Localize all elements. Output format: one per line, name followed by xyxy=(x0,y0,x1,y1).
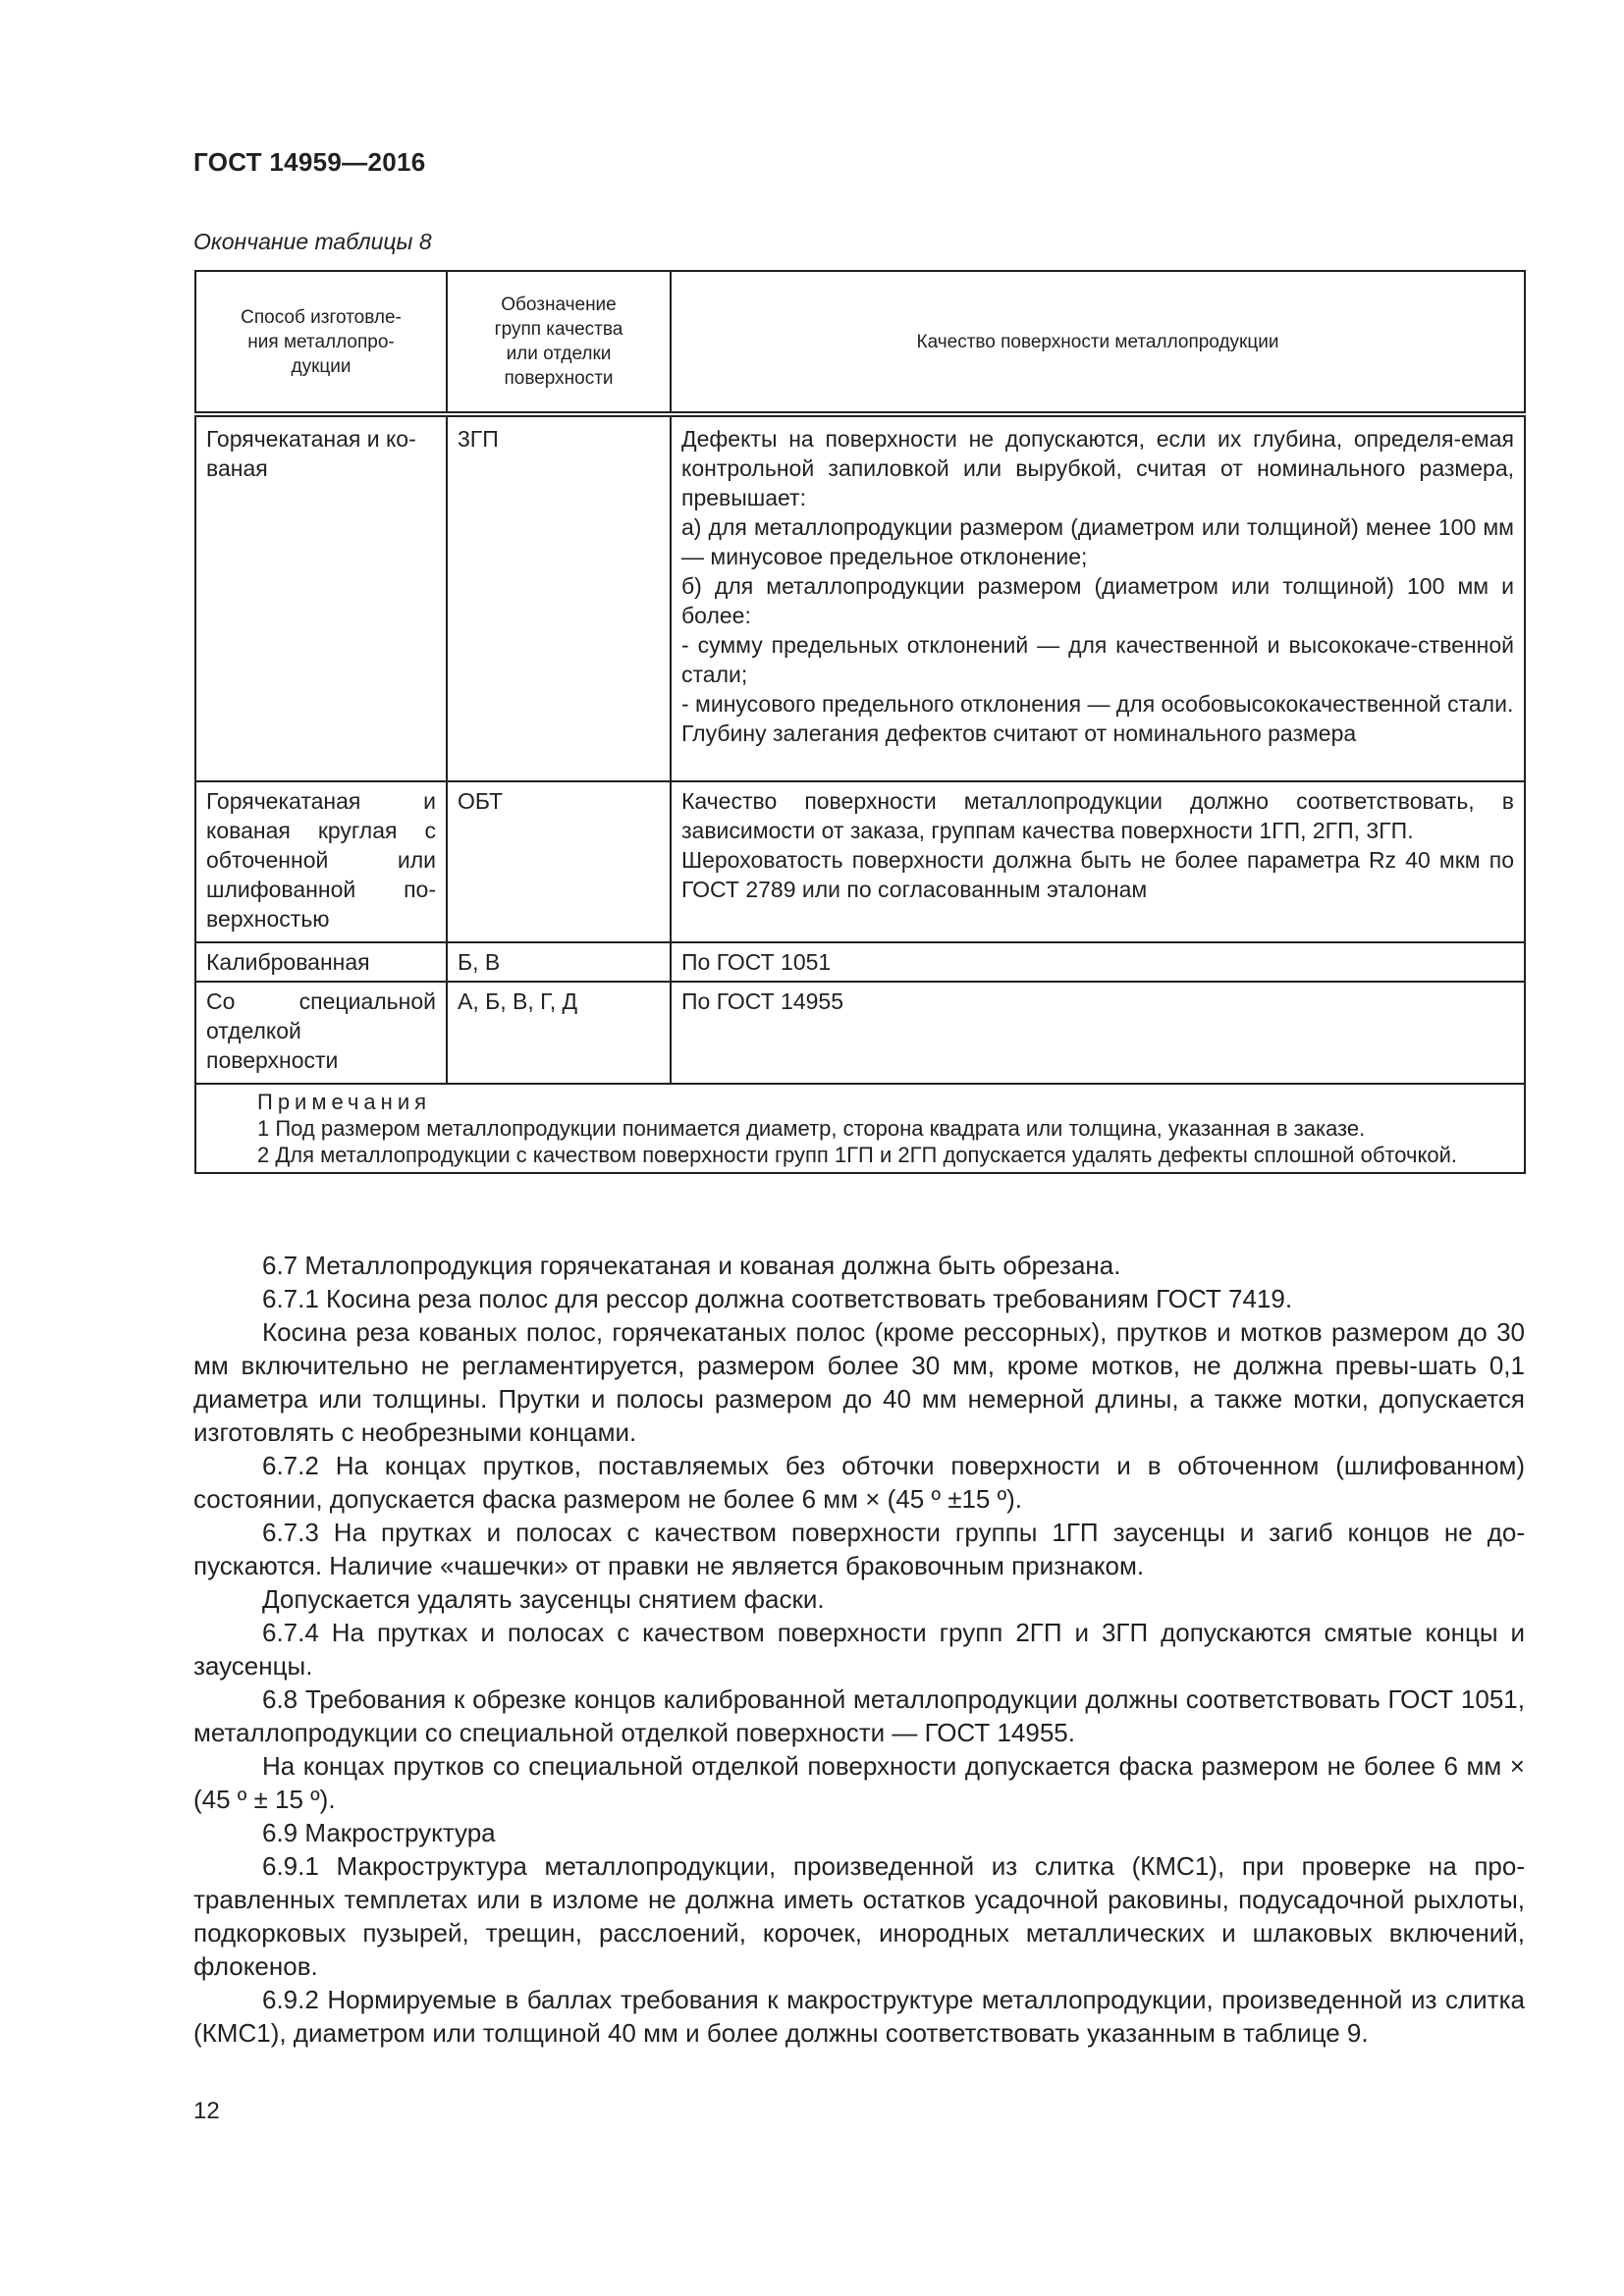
header-quality: Качество поверхности металлопродукции xyxy=(671,271,1525,414)
paragraph: 6.7 Металлопродукция горячекатаная и кованая должна быть обрезана. xyxy=(262,1251,1121,1280)
table-row xyxy=(195,942,1525,982)
paragraph: 6.9.1 Макроструктура металлопродукции, произведенной из слитка (КМС1), при проверке на про-травленных темплетах или в изломе не должна иметь остатков усадочной раковины, подусадочной рыхлоты, подкорковых пузырей, трещин, расслоений, корочек, инородных металлических и шлаковых включений, флокенов. xyxy=(193,1851,1525,1981)
body-text xyxy=(193,1249,1525,2050)
cell-method: Калиброванная xyxy=(195,942,447,982)
document-code: ГОСТ 14959—2016 xyxy=(193,147,426,177)
cell-method: Горячекатаная и кованая круглая с обточенной или шлифованной по-верхностью xyxy=(195,781,447,942)
cell-group: ОБТ xyxy=(447,781,671,942)
cell-method: Горячекатаная и ко- ваная xyxy=(195,414,447,781)
cell-quality: Качество поверхности металлопродукции должно соответствовать, в зависимости от заказа, группам качества поверхности 1ГП, 2ГП, 3ГП. Шероховатость поверхности должна быть не более параметра Rz 40 мкм по ГОСТ 2789 или по согласованным эталонам xyxy=(671,781,1525,942)
note-item: 2 Для металлопродукции с качеством поверхности групп 1ГП и 2ГП допускается удалять дефекты сплошной обточкой. xyxy=(257,1143,1457,1167)
table-caption: Окончание таблицы 8 xyxy=(193,229,432,254)
paragraph: Допускается удалять заусенцы снятием фаски. xyxy=(262,1584,825,1614)
notes-title: Примечания xyxy=(257,1090,432,1114)
paragraph: 6.7.3 На прутках и полосах с качеством поверхности группы 1ГП заусенцы и загиб концов не до-пускаются. Наличие «чашечки» от правки не является браковочным признаком. xyxy=(193,1518,1525,1580)
table-row xyxy=(195,781,1525,942)
table-notes-row xyxy=(195,1084,1525,1173)
header-method: Способ изготовле- ния металлопро- дукции xyxy=(195,271,447,414)
paragraph: 6.8 Требования к обрезке концов калиброванной металлопродукции должны соответствовать ГОСТ 1051, металлопродукции со специальной отделкой поверхности — ГОСТ 14955. xyxy=(193,1684,1525,1747)
cell-method: Со специальной отделкой поверхности xyxy=(195,982,447,1084)
table-notes xyxy=(195,1084,1525,1173)
paragraph: 6.7.1 Косина реза полос для рессор должна соответствовать требованиям ГОСТ 7419. xyxy=(262,1284,1293,1313)
cell-group: А, Б, В, Г, Д xyxy=(447,982,671,1084)
cell-group: 3ГП xyxy=(447,414,671,781)
paragraph: 6.9.2 Нормируемые в баллах требования к макроструктуре металлопродукции, произведенной из слитка (КМС1), диаметром или толщиной 40 мм и более должны соответствовать указанным в таблице 9. xyxy=(193,1985,1525,2048)
header-group: Обозначение групп качества или отделки поверхности xyxy=(447,271,671,414)
table-header-row xyxy=(195,271,1525,414)
cell-quality: По ГОСТ 14955 xyxy=(671,982,1525,1084)
table-row xyxy=(195,982,1525,1084)
cell-quality: По ГОСТ 1051 xyxy=(671,942,1525,982)
paragraph: На концах прутков со специальной отделкой поверхности допускается фаска размером не более 6 мм × (45 º ± 15 º). xyxy=(193,1751,1525,1814)
cell-group: Б, В xyxy=(447,942,671,982)
surface-quality-table xyxy=(194,270,1526,1174)
note-item: 1 Под размером металлопродукции понимается диаметр, сторона квадрата или толщина, указанная в заказе. xyxy=(257,1116,1366,1141)
paragraph: 6.7.2 На концах прутков, поставляемых без обточки поверхности и в обточенном (шлифованном) состоянии, допускается фаска размером не более 6 мм × (45 º ±15 º). xyxy=(193,1451,1525,1514)
page-number: 12 xyxy=(193,2098,220,2124)
table-row xyxy=(195,414,1525,781)
paragraph: 6.9 Макроструктура xyxy=(262,1818,496,1847)
paragraph: 6.7.4 На прутках и полосах с качеством поверхности групп 2ГП и 3ГП допускаются смятые концы и заусенцы. xyxy=(193,1618,1525,1681)
cell-quality: Дефекты на поверхности не допускаются, если их глубина, определя-емая контрольной запиловкой или вырубкой, считая от номинального размера, превышает: а) для металлопродукции размером (диаметром или толщиной) менее 100 мм — минусовое предельное отклонение; б) для металлопродукции размером (диаметром или толщиной) 100 мм и более: - сумму предельных отклонений — для качественной и высококаче-ственной стали; - минусового предельного отклонения — для особовысококачественной стали. Глубину залегания дефектов считают от номинального размера xyxy=(671,414,1525,781)
paragraph: Косина реза кованых полос, горячекатаных полос (кроме рессорных), прутков и мотков размером до 30 мм включительно не регламентируется, размером более 30 мм, кроме мотков, не должна превы-шать 0,1 диаметра или толщины. Прутки и полосы размером до 40 мм немерной длины, а также мотки, допускается изготовлять с необрезными концами. xyxy=(193,1317,1525,1447)
